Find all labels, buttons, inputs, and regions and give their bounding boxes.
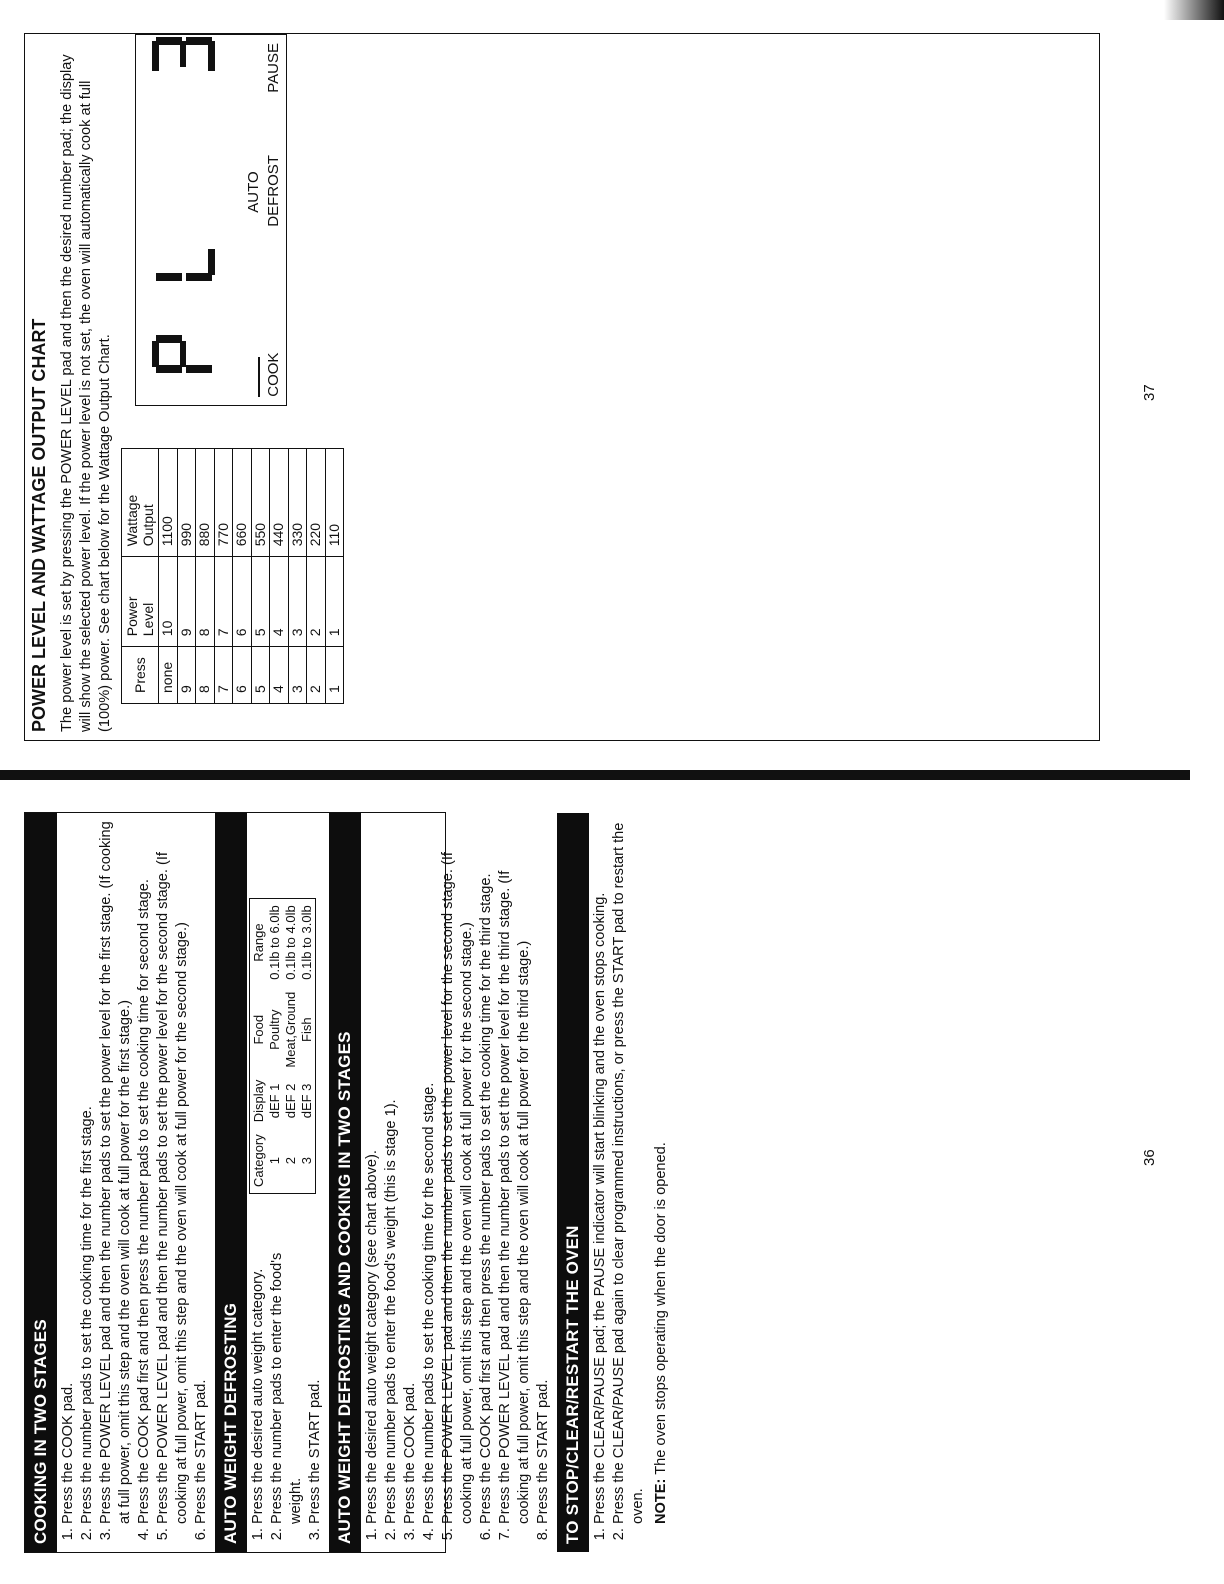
table-row: [196, 448, 215, 703]
table-cell: 4: [270, 647, 289, 704]
table-row: [288, 448, 307, 703]
table-cell: 660: [233, 448, 252, 557]
defrost-indicator-label: DEFROST: [265, 155, 282, 227]
page-number-37: 37: [1141, 384, 1158, 401]
note-label: NOTE:: [653, 1478, 669, 1524]
table-row: [214, 448, 233, 703]
table-cell: 550: [251, 448, 270, 557]
table-row: [251, 448, 270, 703]
table-cell: 1: [267, 1157, 282, 1165]
step: 6. Press the COOK pad first and then press the number pads to set the cooking time for the third stage.: [477, 821, 496, 1524]
table-cell: 4: [270, 557, 289, 647]
table-cell: 330: [288, 448, 307, 557]
table-cell: 0.1lb to 6.0lb: [267, 905, 282, 980]
step: 3. Press the POWER LEVEL pad and then the number pads to set the power level for the first stage. (If cooking at full power, omit this step and the oven will cook at full power for the first stage.): [97, 821, 135, 1524]
display-readout-graphic: [150, 13, 218, 393]
step: 1. Press the COOK pad.: [59, 821, 78, 1524]
step: 1. Press the desired auto weight category.: [249, 1204, 268, 1524]
step: 3. Press the START pad.: [306, 1204, 325, 1524]
table-cell: 9: [177, 647, 196, 704]
table-cell: 1: [325, 647, 344, 704]
table-cell: dEF 2: [283, 1083, 298, 1119]
auto-weight-defrosting-body: [247, 813, 329, 1552]
step: 6. Press the START pad.: [192, 821, 211, 1524]
table-row: [325, 448, 344, 703]
seven-segment-readout: [150, 13, 218, 393]
scan-corner-shadow: [1164, 0, 1224, 20]
table-cell: 770: [214, 448, 233, 557]
cook-indicator-label: COOK: [265, 352, 282, 397]
table-cell: 1100: [159, 448, 178, 557]
section-title-cooking-two-stages: COOKING IN TWO STAGES: [25, 813, 57, 1552]
oven-display-panel: [135, 34, 287, 406]
power-level-intro: The power level is set by pressing the POWER LEVEL pad and then the desired number pad; the display will show the selected power level. If the power level is not set, the oven will automatically cook at full (100%) power. See chart below for the Wattage Output Chart.: [59, 54, 113, 732]
step: 7. Press the POWER LEVEL pad and then the number pads to set the power level for the third stage. (If cooking at full power, omit this step and the oven will cook at full power for the third stage.): [496, 821, 534, 1524]
table-cell: 2: [307, 647, 326, 704]
table-cell: none: [159, 647, 178, 704]
column-header: Category: [251, 1134, 266, 1187]
step: 5. Press the POWER LEVEL pad and then the number pads to set the power level for the second stage. (If cooking at full power, omit this step and the oven will cook at full power for the second stage.): [154, 821, 192, 1524]
segment-digit-l: [156, 249, 215, 281]
stop-clear-steps: [591, 813, 648, 1552]
table-cell: dEF 1: [267, 1083, 282, 1119]
table-row: [283, 899, 299, 1194]
step: 1. Press the CLEAR/PAUSE pad; the PAUSE indicator will start blinking and the oven stops cooking.: [591, 821, 610, 1524]
step: 5. Press the POWER LEVEL pad and then the number pads to set the power level for the second stage. (If cooking at full power, omit this step and the oven will cook at full power for the second stage.): [439, 821, 477, 1524]
column-header: Wattage Output: [122, 448, 159, 557]
table-cell: 7: [214, 647, 233, 704]
step: 8. Press the START pad.: [534, 821, 553, 1524]
pause-indicator-label: PAUSE: [265, 43, 282, 93]
table-cell: 1: [325, 557, 344, 647]
auto-weight-steps: [249, 1196, 325, 1552]
table-cell: 880: [196, 448, 215, 557]
binding-edge-line: [0, 770, 1190, 780]
step: 2. Press the number pads to enter the food's weight.: [268, 1204, 306, 1524]
table-cell: 0.1lb to 3.0lb: [299, 905, 314, 980]
step: 2. Press the CLEAR/PAUSE pad again to clear programmed instructions, or press the START pad to restart the oven.: [610, 821, 648, 1524]
column-header: Food: [251, 1014, 266, 1045]
step: 1. Press the desired auto weight category (see chart above).: [363, 821, 382, 1524]
page-37: [24, 33, 1100, 741]
section-title-power-level-chart: POWER LEVEL AND WATTAGE OUTPUT CHART: [29, 318, 49, 732]
step: 4. Press the number pads to set the cooking time for the second stage.: [420, 821, 439, 1524]
step: 4. Press the COOK pad first and then press the number pads to set the cooking time for second stage.: [135, 821, 154, 1524]
table-cell: 2: [283, 1157, 298, 1165]
defrost-cook-steps: [363, 813, 553, 1552]
note: [652, 813, 671, 1552]
cook-indicator-bar: [258, 357, 260, 397]
table-cell: 6: [233, 557, 252, 647]
table-cell: 3: [288, 647, 307, 704]
table-cell: 2: [307, 557, 326, 647]
step: 2. Press the number pads to enter the food's weight (this is stage 1).: [382, 821, 401, 1524]
table-cell: 9: [177, 557, 196, 647]
table-cell: 3: [288, 557, 307, 647]
section-title-stop-clear-restart: TO STOP/CLEAR/RESTART THE OVEN: [557, 813, 589, 1552]
table-cell: Fish: [299, 1017, 314, 1042]
table-row: [177, 448, 196, 703]
column-header: Range: [251, 923, 266, 962]
step: 2. Press the number pads to set the cooking time for the first stage.: [78, 821, 97, 1524]
cooking-two-stages-steps: [59, 813, 211, 1552]
table-row: [267, 899, 283, 1194]
table-cell: 3: [299, 1157, 314, 1165]
column-header: Power Level: [122, 557, 159, 647]
section-title-auto-weight-defrosting: AUTO WEIGHT DEFROSTING: [215, 813, 247, 1552]
table-cell: Meat,Ground: [283, 991, 298, 1068]
segment-digit-p: [152, 335, 212, 373]
note-text: The oven stops operating when the door is opened.: [653, 1142, 669, 1479]
table-cell: dEF 3: [299, 1083, 314, 1119]
table-cell: 8: [196, 557, 215, 647]
auto-indicator-label: AUTO: [245, 171, 262, 213]
section-title-defrost-cook-two-stages: AUTO WEIGHT DEFROSTING AND COOKING IN TWO STAGES: [329, 813, 361, 1552]
table-cell: Poultry: [267, 1009, 282, 1050]
table-row: [159, 448, 178, 703]
step: 3. Press the COOK pad.: [401, 821, 420, 1524]
table-cell: 110: [325, 448, 344, 557]
table-cell: 7: [214, 557, 233, 647]
table-row: [307, 448, 326, 703]
table-row: [270, 448, 289, 703]
segment-digit-3: [152, 37, 215, 71]
page-number-36: 36: [1141, 1149, 1158, 1166]
table-cell: 5: [251, 647, 270, 704]
column-header: Display: [251, 1079, 266, 1123]
wattage-output-table: [121, 448, 344, 704]
table-cell: 990: [177, 448, 196, 557]
table-cell: 8: [196, 647, 215, 704]
page-36: [24, 812, 669, 1553]
table-cell: 220: [307, 448, 326, 557]
table-cell: 0.1lb to 4.0lb: [283, 905, 298, 980]
table-row: [233, 448, 252, 703]
auto-weight-table: [249, 898, 316, 1194]
table-row: [299, 899, 316, 1194]
power-level-body: [121, 34, 344, 740]
table-cell: 6: [233, 647, 252, 704]
column-header: Press: [122, 647, 159, 704]
table-cell: 440: [270, 448, 289, 557]
table-cell: 10: [159, 557, 178, 647]
table-cell: 5: [251, 557, 270, 647]
